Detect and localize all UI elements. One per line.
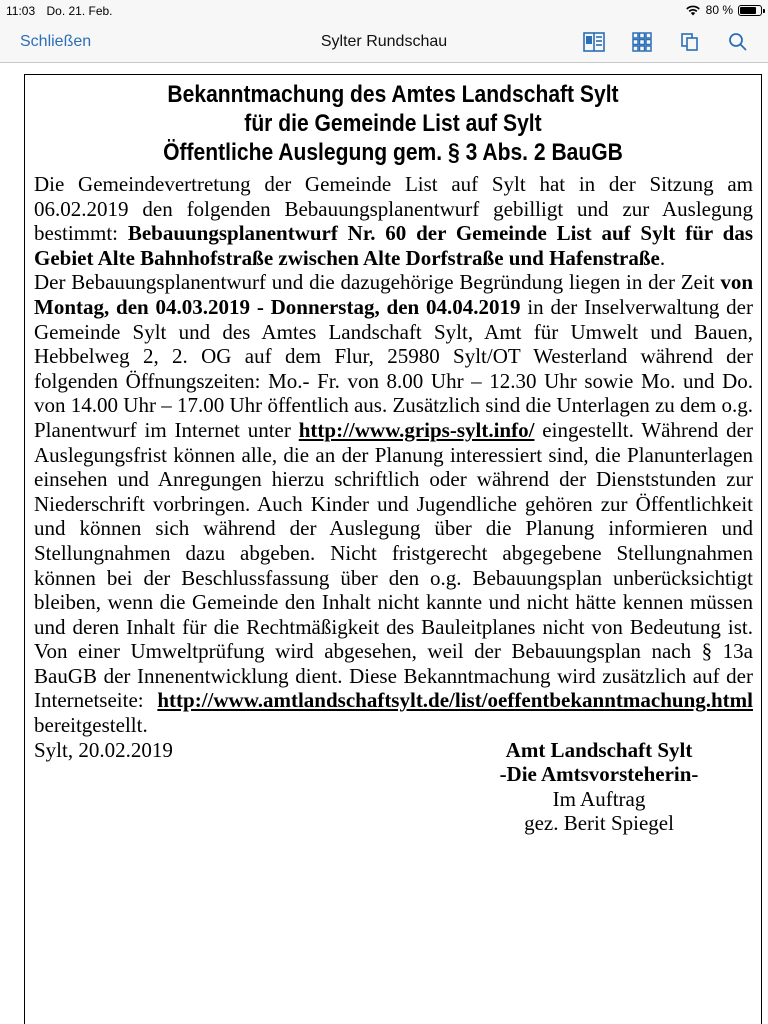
status-bar	[0, 0, 768, 22]
display-period: von Montag, den 04.03.2019 - Donnerstag, den 04.04.2019	[34, 270, 753, 319]
paragraph-1-end: .	[659, 245, 666, 270]
plan-name: Bebauungsplanentwurf Nr. 60 der Gemeinde List auf Sylt für das Gebiet Alte Bahnhofstraße zwischen Alte Dorfstraße und Hafenstraße	[34, 221, 754, 270]
signature-office: Amt Landschaft Sylt	[505, 737, 693, 762]
signature-name: gez. Berit Spiegel	[524, 811, 674, 836]
close-button[interactable]: Schließen	[20, 33, 92, 50]
headline-line-3: Öffentliche Auslegung gem. § 3 Abs. 2 BauGB	[163, 139, 623, 166]
paragraph-1	[34, 172, 753, 270]
place-date: Sylt, 20.02.2019	[34, 737, 173, 762]
grips-link[interactable]: http://www.grips-sylt.info/	[298, 417, 535, 442]
publication-title: Sylter Rundschau	[320, 33, 448, 50]
announcement-article	[24, 74, 762, 1024]
signature-role: -Die Amtsvorsteherin-	[499, 762, 699, 787]
headline-line-2: für die Gemeinde List auf Sylt	[244, 110, 542, 137]
article-body	[25, 172, 761, 836]
paragraph-1-text: Die Gemeindevertretung der Gemeinde List auf Sylt hat in der Sitzung am 06.02.2019 den folgenden Bebauungsplanentwurf gebilligt und zur Auslegung bestimmt:	[34, 172, 753, 246]
wifi-icon	[685, 4, 701, 16]
paragraph-2-details: in der Inselverwaltung der Gemeinde Sylt und des Amtes Landschaft Sylt, Amt für Umwelt und Bauen, Hebbelweg 2, 2. OG auf dem Flur, 25980 Sylt/OT Westerland während der folgenden Öffnungszeiten: Mo.- Fr. von 8.00 Uhr – 12.30 Uhr sowie Mo. und Do. von 14.00 Uhr – 17.00 Uhr öffentlich aus. Zusätzlich sind die Unterlagen zu dem o.g. Planentwurf im Internet unter	[34, 294, 753, 442]
signature-on-behalf: Im Auftrag	[552, 786, 646, 811]
copy-icon[interactable]	[678, 30, 702, 54]
paragraph-2-rights: eingestellt. Während der Auslegungsfrist können alle, die an der Planung interessiert sind, die Planunterlagen einsehen und Anregungen hierzu schriftlich oder während der Dienststunden zur Niederschrift vorbringen. Auch Kinder und Jugendliche gehören zur Öffentlichkeit und können sich während der Auslegung über die Planung informieren und Stellungnahmen dazu abgeben. Nicht fristgerecht abgegebene Stellungnahmen können bei der Beschlussfassung über den o.g. Bebauungsplan unberücksichtigt bleiben, wenn die Gemeinde den Inhalt nicht kannte und nicht hätte kennen müssen und deren Inhalt für die Rechtmäßigkeit des Bauleitplanes nicht von Bedeutung ist. Von einer Umweltprüfung wird abgesehen, weil der Bebauungsplan nach § 13a BauGB der Innenentwicklung dient. Diese Bekanntmachung wird zusätzlich auf der Internetseite:	[34, 417, 753, 713]
status-date: Do. 21. Feb.	[46, 4, 113, 18]
newspaper-page[interactable]	[0, 63, 768, 1024]
signature-row-3	[34, 787, 753, 812]
article-headline	[80, 80, 706, 167]
battery-icon	[738, 5, 762, 16]
battery-fill	[740, 7, 756, 14]
paragraph-2	[34, 270, 753, 737]
signature-row-4	[34, 811, 753, 836]
status-time: 11:03	[6, 4, 36, 18]
battery-percent: 80 %	[705, 3, 733, 17]
grid-icon[interactable]	[630, 30, 654, 54]
signature-row-2	[34, 762, 753, 787]
app-toolbar	[0, 22, 768, 63]
paragraph-2-end: bereitgestellt.	[34, 713, 148, 738]
amt-website-link[interactable]: http://www.amtlandschaftsylt.de/list/oeffentbekanntmachung.html	[157, 688, 753, 713]
paragraph-2-text: Der Bebauungsplanentwurf und die dazugehörige Begründung liegen in der Zeit	[34, 270, 721, 295]
page-layout-icon[interactable]	[582, 30, 606, 54]
search-icon[interactable]	[726, 30, 750, 54]
headline-line-1: Bekanntmachung des Amtes Landschaft Sylt	[167, 81, 619, 108]
place-date-row	[34, 738, 753, 763]
